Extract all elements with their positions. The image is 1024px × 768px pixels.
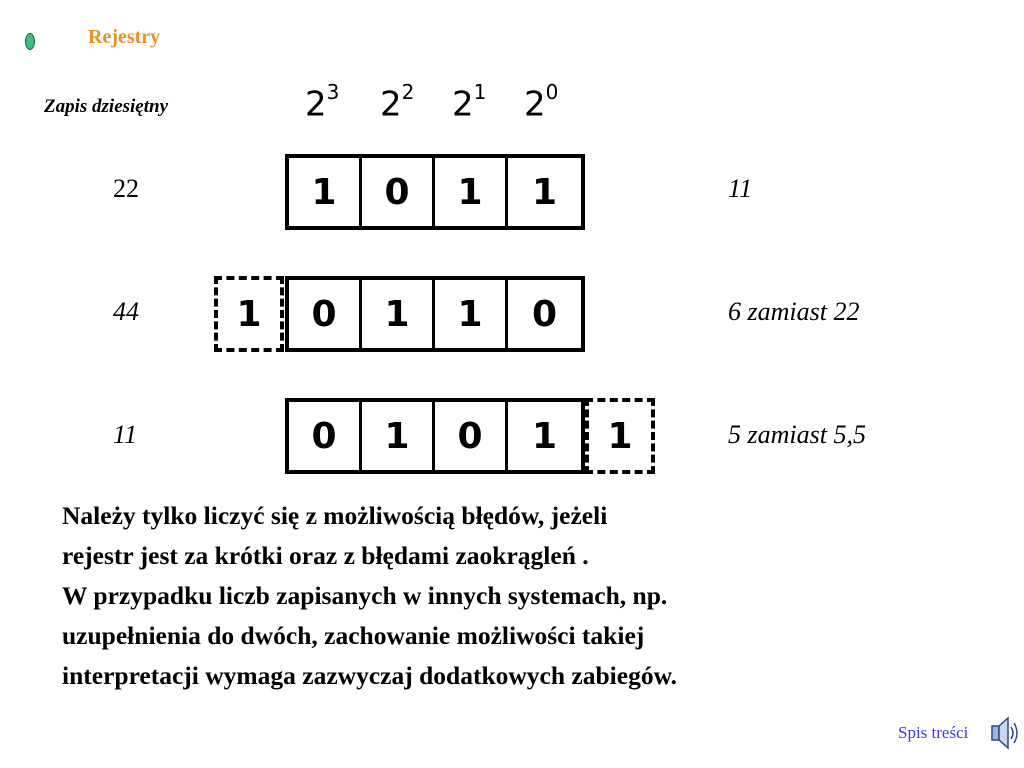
table-of-contents-link[interactable]: Spis treści: [898, 723, 969, 742]
bit-cell: 1: [435, 280, 508, 348]
power-label-2: $2^2$: [380, 80, 415, 125]
paragraph-line: W przypadku liczb zapisanych w innych systemach, np.: [62, 581, 668, 610]
register-row-1: [285, 154, 585, 230]
bit-cell: 0: [435, 402, 508, 470]
slide-title: Rejestry: [88, 26, 161, 48]
bit-cell: 1: [531, 171, 558, 213]
bit-cell: 1: [362, 402, 435, 470]
bullet-icon: [25, 33, 35, 50]
power-label-1: $2^1$: [452, 80, 487, 125]
truncated-bit-cell: 1: [585, 398, 655, 474]
bit-cell: 1: [289, 158, 362, 226]
speaker-icon[interactable]: [986, 715, 1020, 751]
bit-cell: 1: [435, 158, 508, 226]
row-3-result: 5 zamiast 5,5: [728, 420, 866, 449]
bit-cell: 0: [531, 293, 558, 335]
bit-cell: 0: [289, 280, 362, 348]
row-1-result: 11: [728, 174, 753, 203]
row-1-decimal: 22: [113, 174, 139, 203]
paragraph-line: Należy tylko liczyć się z możliwością błędów, jeżeli: [62, 501, 608, 530]
paragraph-line: interpretacji wymaga zazwyczaj dodatkowych zabiegów.: [62, 661, 677, 690]
power-label-0: $2^0$: [524, 80, 559, 125]
overflow-bit-cell: 1: [214, 276, 284, 352]
paragraph-line: rejestr jest za krótki oraz z błędami zaokrągleń .: [62, 541, 589, 570]
row-2-result: 6 zamiast 22: [728, 297, 860, 326]
bit-cell: 0: [289, 402, 362, 470]
paragraph-line: uzupełnienia do dwóch, zachowanie możliwości takiej: [62, 621, 645, 650]
bit-cell: 0: [362, 158, 435, 226]
bit-cell: 1: [362, 280, 435, 348]
bit-cell: 1: [531, 415, 558, 457]
row-2-decimal: 44: [113, 297, 139, 326]
row-3-decimal: 11: [113, 420, 138, 449]
power-label-3: $2^3$: [305, 80, 340, 125]
decimal-notation-label: Zapis dziesiętny: [44, 96, 169, 117]
register-row-3: [285, 398, 585, 474]
register-row-2: [285, 276, 585, 352]
explanation-paragraph: [62, 496, 962, 696]
